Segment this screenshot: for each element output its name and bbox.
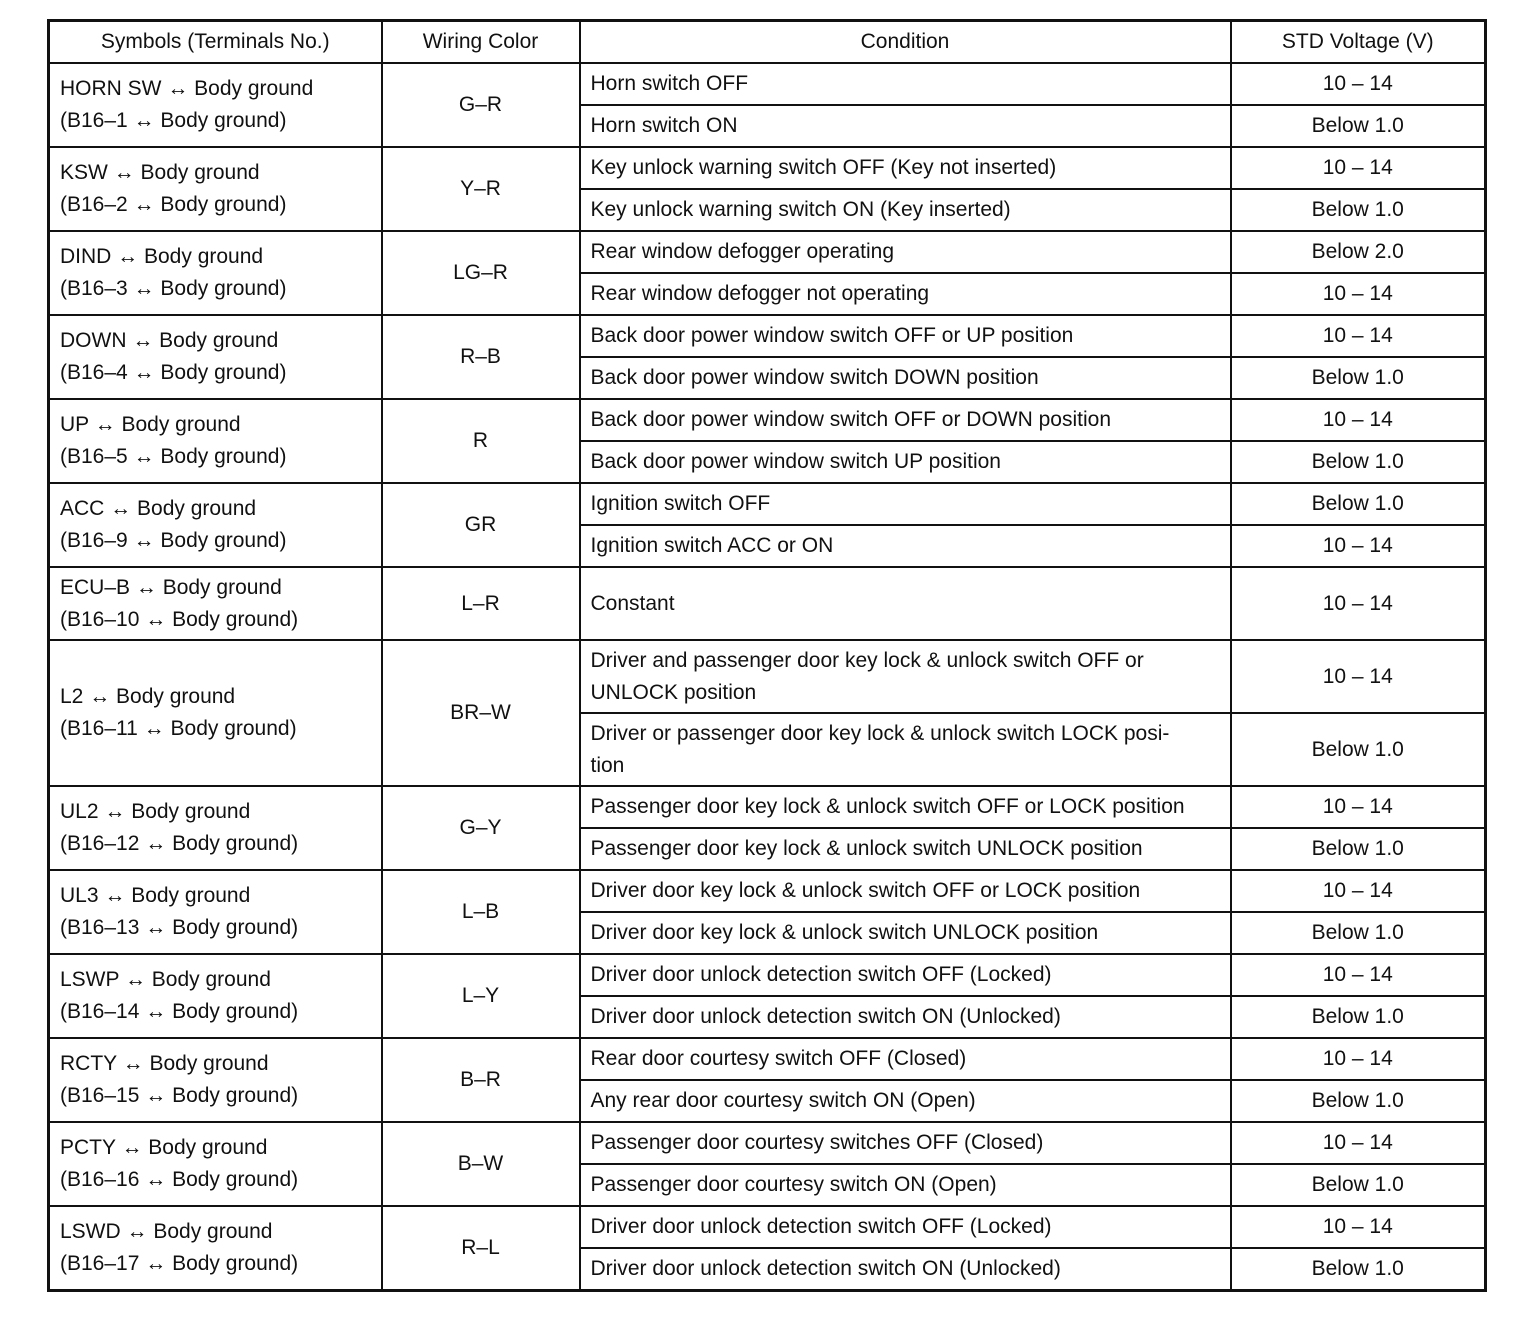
condition-text: Rear window defogger not operating xyxy=(590,282,930,305)
terminal-symbol: UL2 ↔ Body ground xyxy=(60,800,251,823)
terminal-number: (B16–5 ↔ Body ground) xyxy=(60,445,287,468)
terminal-number: (B16–13 ↔ Body ground) xyxy=(60,916,299,939)
terminal-symbol-cell xyxy=(49,870,382,954)
condition-text: Back door power window switch UP position xyxy=(590,450,1001,473)
std-voltage-cell: Below 1.0 xyxy=(1231,1164,1486,1206)
table-row xyxy=(49,147,1486,189)
condition-text: Ignition switch ACC or ON xyxy=(590,534,834,557)
condition-text: Key unlock warning switch OFF (Key not inserted) xyxy=(590,156,1057,179)
condition-text: Driver door unlock detection switch ON (Unlocked) xyxy=(590,1005,1061,1028)
terminal-symbol-cell xyxy=(49,786,382,870)
terminal-symbol: LSWP ↔ Body ground xyxy=(60,968,271,991)
table-row xyxy=(49,1038,1486,1080)
condition-text: Back door power window switch OFF or DOWN position xyxy=(590,408,1111,431)
terminal-symbol: RCTY ↔ Body ground xyxy=(60,1052,269,1075)
condition-cell xyxy=(580,189,1231,231)
wiring-color-cell: L–R xyxy=(382,567,580,640)
terminal-symbol: UL3 ↔ Body ground xyxy=(60,884,251,907)
table-row xyxy=(49,63,1486,105)
table-row xyxy=(49,567,1486,640)
std-voltage-cell: 10 – 14 xyxy=(1231,1206,1486,1248)
std-voltage-cell: 10 – 14 xyxy=(1231,1122,1486,1164)
condition-cell xyxy=(580,996,1231,1038)
std-voltage-cell: 10 – 14 xyxy=(1231,147,1486,189)
std-voltage-cell: Below 2.0 xyxy=(1231,231,1486,273)
terminal-number: (B16–12 ↔ Body ground) xyxy=(60,832,299,855)
condition-cell xyxy=(580,483,1231,525)
wiring-color-cell: L–B xyxy=(382,870,580,954)
condition-cell xyxy=(580,1080,1231,1122)
condition-text: Back door power window switch DOWN position xyxy=(590,366,1039,389)
terminal-symbol: PCTY ↔ Body ground xyxy=(60,1136,268,1159)
std-voltage-cell: 10 – 14 xyxy=(1231,315,1486,357)
terminal-number: (B16–14 ↔ Body ground) xyxy=(60,1000,299,1023)
table-header-row xyxy=(49,21,1486,64)
condition-text: Driver door unlock detection switch ON (Unlocked) xyxy=(590,1257,1061,1280)
condition-text: Driver door key lock & unlock switch OFF or LOCK position xyxy=(590,879,1141,902)
std-voltage-cell: Below 1.0 xyxy=(1231,189,1486,231)
condition-text: Driver and passenger door key lock & unlock switch OFF or xyxy=(590,648,1144,672)
terminal-number: (B16–15 ↔ Body ground) xyxy=(60,1084,299,1107)
condition-text: Constant xyxy=(590,591,675,615)
condition-text: Horn switch ON xyxy=(590,114,738,137)
terminal-symbol-cell xyxy=(49,147,382,231)
condition-cell xyxy=(580,567,1231,640)
condition-cell xyxy=(580,954,1231,996)
table-row xyxy=(49,954,1486,996)
std-voltage-cell: 10 – 14 xyxy=(1231,399,1486,441)
condition-text: Key unlock warning switch ON (Key inserted) xyxy=(590,198,1011,221)
condition-cell xyxy=(580,912,1231,954)
condition-cell xyxy=(580,63,1231,105)
terminal-number: (B16–10 ↔ Body ground) xyxy=(60,607,299,631)
condition-cell xyxy=(580,1248,1231,1291)
std-voltage-cell: Below 1.0 xyxy=(1231,713,1486,786)
wiring-color-cell: L–Y xyxy=(382,954,580,1038)
terminal-symbol: ECU–B ↔ Body ground xyxy=(60,575,282,599)
condition-text: Back door power window switch OFF or UP position xyxy=(590,324,1074,347)
condition-cell xyxy=(580,357,1231,399)
std-voltage-cell: 10 – 14 xyxy=(1231,786,1486,828)
std-voltage-cell: 10 – 14 xyxy=(1231,567,1486,640)
terminal-symbol: DOWN ↔ Body ground xyxy=(60,329,279,352)
condition-text: Driver door key lock & unlock switch UNLOCK position xyxy=(590,921,1099,944)
condition-cell xyxy=(580,399,1231,441)
terminal-number: (B16–16 ↔ Body ground) xyxy=(60,1168,299,1191)
terminal-symbol: DIND ↔ Body ground xyxy=(60,245,264,268)
condition-cell xyxy=(580,1038,1231,1080)
condition-cell xyxy=(580,273,1231,315)
terminal-symbol-cell xyxy=(49,1122,382,1206)
condition-cell xyxy=(580,315,1231,357)
terminal-symbol-cell xyxy=(49,399,382,483)
condition-text-continued: UNLOCK position xyxy=(590,680,757,704)
terminal-symbol-cell xyxy=(49,640,382,786)
table-row xyxy=(49,870,1486,912)
wiring-color-cell: LG–R xyxy=(382,231,580,315)
table-row xyxy=(49,1122,1486,1164)
std-voltage-cell: Below 1.0 xyxy=(1231,1080,1486,1122)
std-voltage-cell: 10 – 14 xyxy=(1231,640,1486,713)
wiring-color-cell: Y–R xyxy=(382,147,580,231)
wiring-color-cell: G–Y xyxy=(382,786,580,870)
table-row xyxy=(49,399,1486,441)
condition-text: Ignition switch OFF xyxy=(590,492,771,515)
condition-cell xyxy=(580,1122,1231,1164)
condition-text: Driver door unlock detection switch OFF (Locked) xyxy=(590,963,1052,986)
table-row xyxy=(49,231,1486,273)
terminal-symbol: LSWD ↔ Body ground xyxy=(60,1220,273,1243)
std-voltage-cell: Below 1.0 xyxy=(1231,483,1486,525)
terminal-symbol: HORN SW ↔ Body ground xyxy=(60,77,314,100)
terminal-symbol-cell xyxy=(49,1206,382,1291)
condition-cell xyxy=(580,147,1231,189)
condition-text: Horn switch OFF xyxy=(590,72,749,95)
std-voltage-cell: 10 – 14 xyxy=(1231,1038,1486,1080)
std-voltage-cell: 10 – 14 xyxy=(1231,273,1486,315)
std-voltage-cell: Below 1.0 xyxy=(1231,357,1486,399)
condition-cell xyxy=(580,441,1231,483)
wiring-color-cell: R–B xyxy=(382,315,580,399)
condition-cell xyxy=(580,640,1231,713)
header-std-voltage: STD Voltage (V) xyxy=(1231,21,1486,64)
wiring-color-cell: G–R xyxy=(382,63,580,147)
terminal-symbol: KSW ↔ Body ground xyxy=(60,161,260,184)
terminal-symbol-cell xyxy=(49,315,382,399)
wiring-color-cell: BR–W xyxy=(382,640,580,786)
condition-text-continued: tion xyxy=(590,753,625,777)
condition-cell xyxy=(580,231,1231,273)
std-voltage-cell: Below 1.0 xyxy=(1231,1248,1486,1291)
std-voltage-cell: Below 1.0 xyxy=(1231,105,1486,147)
header-condition: Condition xyxy=(580,21,1231,64)
condition-text: Passenger door key lock & unlock switch UNLOCK position xyxy=(590,837,1143,860)
condition-text: Rear window defogger operating xyxy=(590,240,895,263)
condition-cell xyxy=(580,870,1231,912)
table-row xyxy=(49,315,1486,357)
std-voltage-cell: 10 – 14 xyxy=(1231,525,1486,567)
table-row xyxy=(49,640,1486,713)
std-voltage-cell: Below 1.0 xyxy=(1231,912,1486,954)
wiring-color-cell: B–W xyxy=(382,1122,580,1206)
terminal-symbol: L2 ↔ Body ground xyxy=(60,685,236,708)
condition-text: Passenger door courtesy switches OFF (Closed) xyxy=(590,1131,1044,1154)
wiring-color-cell: B–R xyxy=(382,1038,580,1122)
terminal-number: (B16–4 ↔ Body ground) xyxy=(60,361,287,384)
terminal-voltage-table xyxy=(47,19,1487,1292)
terminal-number: (B16–1 ↔ Body ground) xyxy=(60,109,287,132)
std-voltage-cell: 10 – 14 xyxy=(1231,63,1486,105)
terminal-symbol-cell xyxy=(49,483,382,567)
condition-cell xyxy=(580,105,1231,147)
std-voltage-cell: 10 – 14 xyxy=(1231,870,1486,912)
terminal-symbol: ACC ↔ Body ground xyxy=(60,497,257,520)
terminal-symbol-cell xyxy=(49,567,382,640)
std-voltage-cell: Below 1.0 xyxy=(1231,996,1486,1038)
std-voltage-cell: Below 1.0 xyxy=(1231,441,1486,483)
condition-text: Rear door courtesy switch OFF (Closed) xyxy=(590,1047,967,1070)
wiring-color-cell: GR xyxy=(382,483,580,567)
condition-text: Passenger door courtesy switch ON (Open) xyxy=(590,1173,997,1196)
condition-cell xyxy=(580,1164,1231,1206)
condition-cell xyxy=(580,1206,1231,1248)
table-row xyxy=(49,1206,1486,1248)
condition-text: Any rear door courtesy switch ON (Open) xyxy=(590,1089,976,1112)
wiring-color-cell: R–L xyxy=(382,1206,580,1291)
terminal-symbol-cell xyxy=(49,231,382,315)
table-row xyxy=(49,483,1486,525)
condition-cell xyxy=(580,525,1231,567)
condition-text: Driver or passenger door key lock & unlock switch LOCK posi- xyxy=(590,721,1170,745)
terminal-symbol-cell xyxy=(49,1038,382,1122)
terminal-number: (B16–2 ↔ Body ground) xyxy=(60,193,287,216)
condition-text: Driver door unlock detection switch OFF (Locked) xyxy=(590,1215,1052,1238)
condition-cell xyxy=(580,713,1231,786)
terminal-number: (B16–3 ↔ Body ground) xyxy=(60,277,287,300)
wiring-color-cell: R xyxy=(382,399,580,483)
condition-cell xyxy=(580,828,1231,870)
std-voltage-cell: 10 – 14 xyxy=(1231,954,1486,996)
std-voltage-cell: Below 1.0 xyxy=(1231,828,1486,870)
table-body xyxy=(49,63,1486,1291)
table-row xyxy=(49,786,1486,828)
header-symbols: Symbols (Terminals No.) xyxy=(49,21,382,64)
terminal-number: (B16–17 ↔ Body ground) xyxy=(60,1252,299,1275)
condition-text: Passenger door key lock & unlock switch OFF or LOCK position xyxy=(590,795,1185,818)
terminal-symbol-cell xyxy=(49,63,382,147)
terminal-symbol: UP ↔ Body ground xyxy=(60,413,241,436)
terminal-number: (B16–11 ↔ Body ground) xyxy=(60,717,297,740)
terminal-number: (B16–9 ↔ Body ground) xyxy=(60,529,287,552)
terminal-symbol-cell xyxy=(49,954,382,1038)
header-wiring-color: Wiring Color xyxy=(382,21,580,64)
condition-cell xyxy=(580,786,1231,828)
